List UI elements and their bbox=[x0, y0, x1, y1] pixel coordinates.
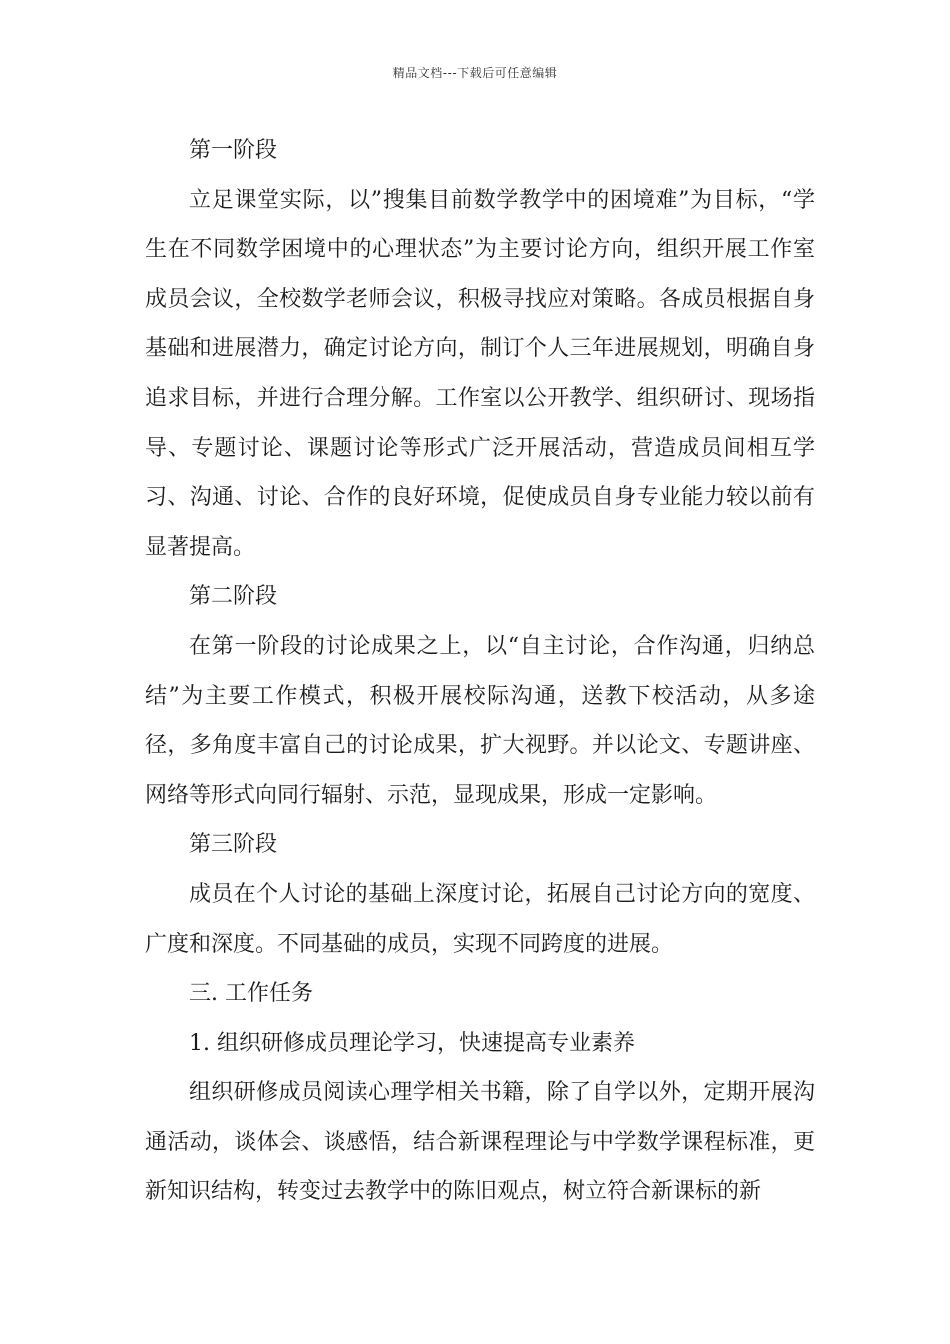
section-heading-stage-3: 第三阶段 bbox=[189, 832, 278, 858]
document-body bbox=[145, 126, 815, 1217]
page-header: 精品文档---下载后可任意编辑 bbox=[392, 66, 558, 80]
subsection-heading-task-1: 1. 组织研修成员理论学习，快速提高专业素养 bbox=[189, 1030, 635, 1056]
section-heading-stage-1: 第一阶段 bbox=[189, 138, 278, 163]
paragraph-stage-3: 成员在个人讨论的基础上深度讨论，拓展自己讨论方向的宽度、广度和深度。不同基础的成员，实现不同跨度的进展。 bbox=[145, 881, 815, 957]
section-heading-work-tasks: 三. 工作任务 bbox=[189, 981, 313, 1007]
paragraph-stage-2: 在第一阶段的讨论成果之上，以“自主讨论，合作沟通，归纳总结”为主要工作模式，积极开展校际沟通，送教下校活动，从多途径，多角度丰富自己的讨论成果，扩大视野。并以论文、专题讲座、网络等形式向同行辐射、示范，显现成果，形成一定影响。 bbox=[145, 633, 815, 808]
section-heading-stage-2: 第二阶段 bbox=[189, 584, 278, 610]
paragraph-task-1: 组织研修成员阅读心理学相关书籍，除了自学以外，定期开展沟通活动，谈体会、谈感悟，结合新课程理论与中学数学课程标准，更新知识结构，转变过去教学中的陈旧观点，树立符合新课标的新 bbox=[145, 1080, 815, 1205]
paragraph-stage-1: 立足课堂实际，以”搜集目前数学教学中的困境难”为目标，“学生在不同数学困境中的心理状态”为主要讨论方向，组织开展工作室成员会议，全校数学老师会议，积极寻找应对策略。各成员根据自身基础和进展潜力，确定讨论方向，制订个人三年进展规划，明确自身追求目标，并进行合理分解。工作室以公开教学、组织研讨、现场指导、专题讨论、课题讨论等形式广泛开展活动，营造成员间相互学习、沟通、讨论、合作的良好环境，促使成员自身专业能力较以前有显著提高。 bbox=[145, 187, 815, 560]
